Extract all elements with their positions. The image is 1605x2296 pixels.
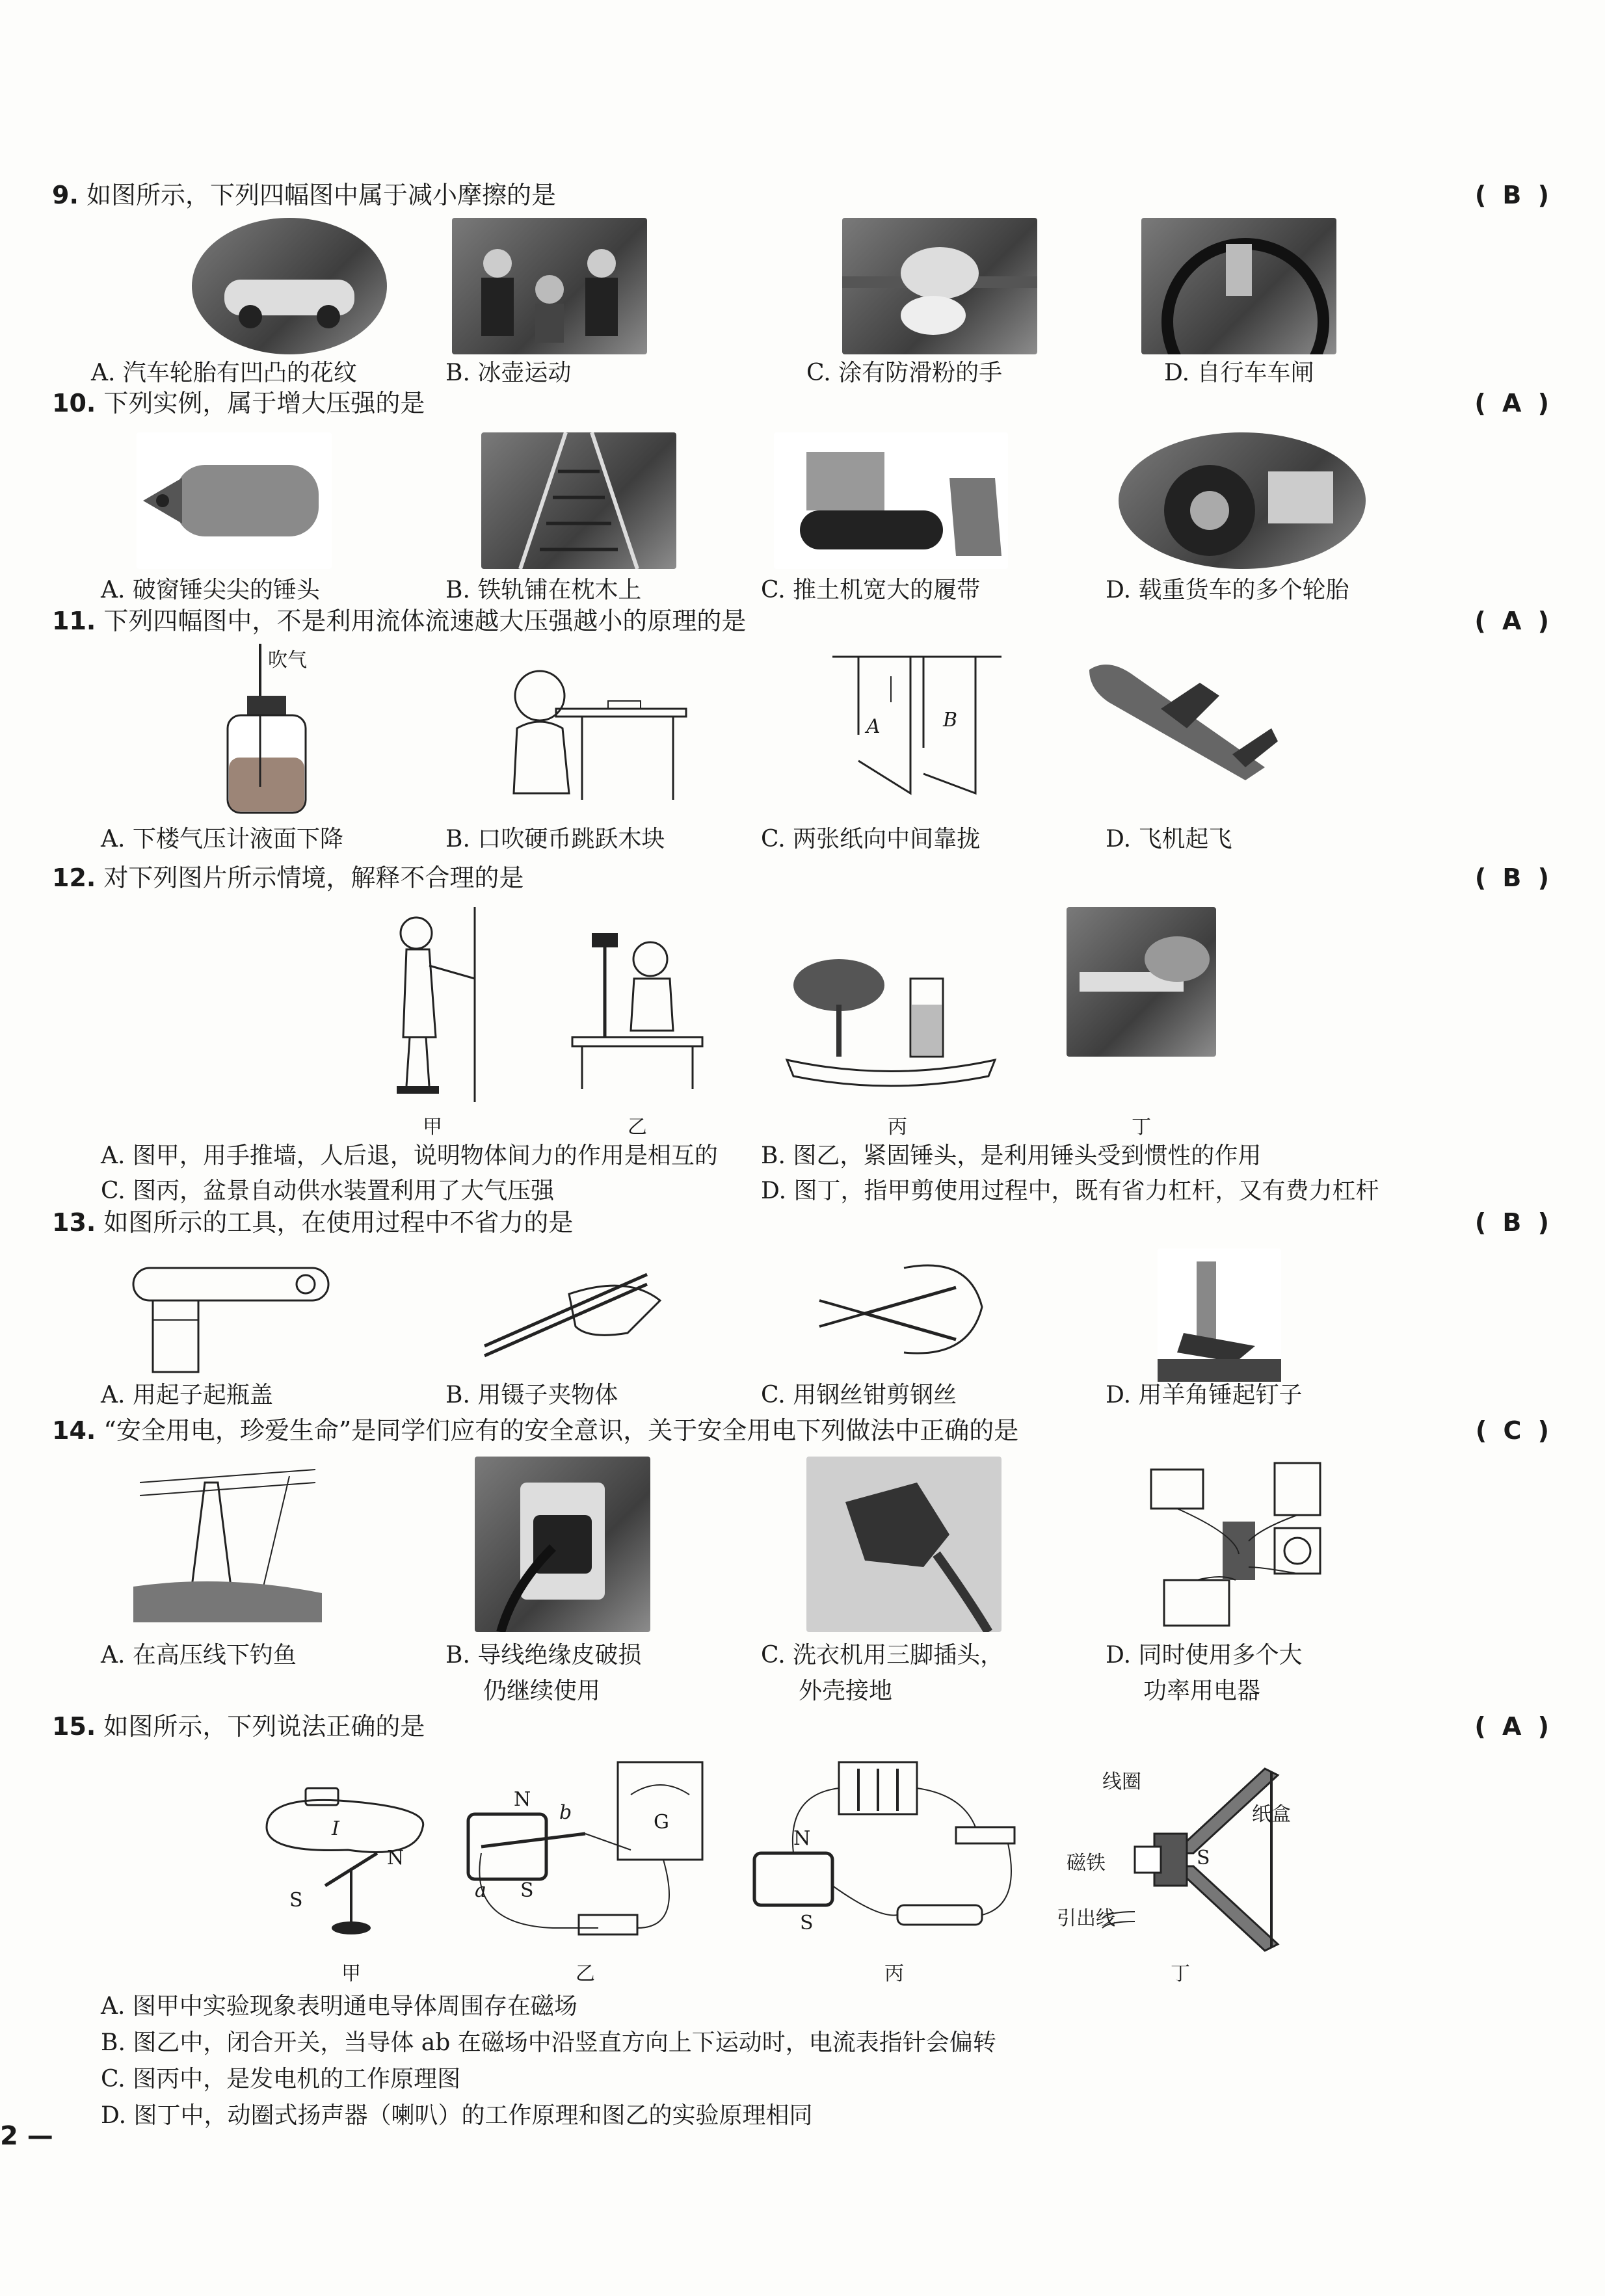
motor-figure [748,1756,1028,1951]
pliers-figure [806,1248,988,1379]
overloaded-socket-figure [1145,1457,1333,1639]
fishing-power-line-figure [133,1457,322,1622]
speaker-figure [1057,1756,1297,1964]
option: B. 口吹硬币跳跃木块 [445,826,665,852]
coin-jump-figure [478,644,693,819]
figure-label: 乙 [576,1962,595,1985]
galvanometer-label: G [654,1811,669,1834]
option: C. 涂有防滑粉的手 [806,360,1003,386]
answer: ( B ) [1474,181,1553,209]
answer: ( A ) [1474,389,1553,417]
bulldozer-photo [774,432,1008,569]
conductor-a-label: a [475,1879,486,1902]
question-text: 如图所示，下列说法正确的是 [103,1712,425,1741]
option: B. 铁轨铺在枕木上 [445,577,642,603]
question-11 [52,601,1553,640]
bottle-opener-figure [120,1248,335,1379]
figure-label: 丙 [884,1962,904,1985]
question-text: 对下列图片所示情境，解释不合理的是 [103,864,524,892]
figure-label: 甲 [341,1962,361,1985]
option: B. 导线绝缘皮破损 [445,1642,642,1669]
option-line-2: 外壳接地 [799,1678,893,1704]
truck-tires-photo [1119,432,1366,569]
option: A. 在高压线下钓鱼 [101,1642,297,1669]
option: D. 载重货车的多个轮胎 [1106,577,1349,603]
question-number: 12. [52,864,96,892]
option: D. 图丁，指甲剪使用过程中，既有省力杠杆，又有费力杠杆 [761,1178,1379,1204]
option: C. 两张纸向中间靠拢 [761,826,981,852]
option: C. 洗衣机用三脚插头， [761,1642,1004,1669]
figure-label: 丁 [1171,1962,1190,1985]
option: D. 自行车车闸 [1164,360,1314,386]
paper-b-label: B [943,709,958,732]
airplane-photo [1083,644,1278,793]
figure-label: 甲 [423,1116,442,1139]
option: D. 图丁中，动圈式扬声器（喇叭）的工作原理和图乙的实验原理相同 [101,2102,813,2129]
option: A. 图甲中实验现象表明通电导体周围存在磁场 [101,1993,577,2020]
lead-wire-label: 引出线 [1057,1907,1115,1930]
question-number: 15. [52,1712,96,1741]
two-papers-figure [826,644,1008,819]
answer: ( B ) [1474,1208,1553,1237]
question-13 [52,1203,1553,1242]
option: A. 下楼气压计液面下降 [101,826,343,852]
figure-label: 丙 [888,1116,907,1139]
question-14 [52,1411,1553,1450]
bonsai-water-figure [780,907,1001,1102]
south-pole-label: S [1197,1847,1210,1869]
answer: ( A ) [1474,1712,1553,1741]
hammer-bench-figure [559,907,709,1102]
question-10 [52,384,1553,423]
option: B. 用镊子夹物体 [445,1382,618,1408]
push-wall-figure [377,907,488,1102]
question-9 [52,176,1553,215]
question-15 [52,1707,1553,1746]
answer: ( B ) [1474,864,1553,892]
page-number: 2 — [0,2121,53,2151]
magnet-label: 磁铁 [1067,1852,1106,1875]
induction-figure [455,1756,715,1951]
damaged-wire-photo [475,1457,650,1632]
question-number: 14. [52,1416,96,1445]
coil-label: 线圈 [1102,1771,1141,1793]
paper-box-label: 纸盒 [1252,1803,1291,1826]
option: A. 用起子起瓶盖 [101,1382,273,1408]
question-number: 9. [52,181,79,209]
option: B. 图乙中，闭合开关，当导体 ab 在磁场中沿竖直方向上下运动时，电流表指针会偏转 [101,2029,996,2056]
option-line-2: 仍继续使用 [483,1678,601,1704]
question-text: 下列四幅图中，不是利用流体流速越大压强越小的原理的是 [103,607,747,635]
option: C. 图丙中，是发电机的工作原理图 [101,2066,461,2092]
question-text: 如图所示的工具，在使用过程中不省力的是 [103,1208,574,1237]
question-number: 11. [52,607,96,635]
option: D. 用羊角锤起钉子 [1106,1382,1303,1408]
chalk-hands-photo [842,218,1037,354]
north-pole-label: N [387,1847,405,1869]
car-tire-photo [192,218,387,354]
barometer-bottle-figure [195,644,364,819]
south-pole-label: S [289,1889,303,1912]
figure-label: 乙 [628,1116,647,1139]
option: B. 冰壶运动 [445,360,572,386]
answer: ( A ) [1474,607,1553,635]
option: A. 汽车轮胎有凹凸的花纹 [91,360,357,386]
question-number: 13. [52,1208,96,1237]
question-text: 下列实例，属于增大压强的是 [103,389,425,417]
question-text: “安全用电，珍爱生命”是同学们应有的安全意识，关于安全用电下列做法中正确的是 [103,1416,1019,1445]
north-pole-label: N [514,1788,531,1811]
paper-a-label: A [866,715,881,738]
question-12 [52,858,1553,897]
three-pin-plug-photo [806,1457,1001,1632]
bike-brake-photo [1141,218,1336,354]
figure-label: 丁 [1132,1116,1151,1139]
south-pole-label: S [800,1912,814,1934]
railway-photo [481,432,676,569]
blow-label: 吹气 [268,649,307,672]
claw-hammer-photo [1158,1248,1281,1385]
option: D. 同时使用多个大 [1106,1642,1303,1669]
option: A. 图甲，用手推墙，人后退，说明物体间力的作用是相互的 [101,1142,718,1169]
nail-clipper-photo [1067,907,1216,1057]
option: C. 用钢丝钳剪钢丝 [761,1382,957,1408]
option: D. 飞机起飞 [1106,826,1232,852]
answer: ( C ) [1475,1416,1553,1445]
tweezers-figure [471,1248,667,1379]
curling-photo [452,218,647,354]
option: B. 图乙，紧固锤头，是利用锤头受到惯性的作用 [761,1142,1262,1169]
question-number: 10. [52,389,96,417]
conductor-b-label: b [559,1801,572,1824]
north-pole-label: N [793,1827,811,1850]
south-pole-label: S [520,1879,534,1902]
oersted-figure [254,1756,442,1944]
option: A. 破窗锤尖尖的锤头 [101,577,320,603]
question-text: 如图所示，下列四幅图中属于减小摩擦的是 [86,181,556,209]
current-label: I [332,1817,339,1840]
hammer-head-photo [137,432,332,569]
option: C. 推土机宽大的履带 [761,577,981,603]
option: C. 图丙，盆景自动供水装置利用了大气压强 [101,1178,555,1204]
option-line-2: 功率用电器 [1143,1678,1261,1704]
